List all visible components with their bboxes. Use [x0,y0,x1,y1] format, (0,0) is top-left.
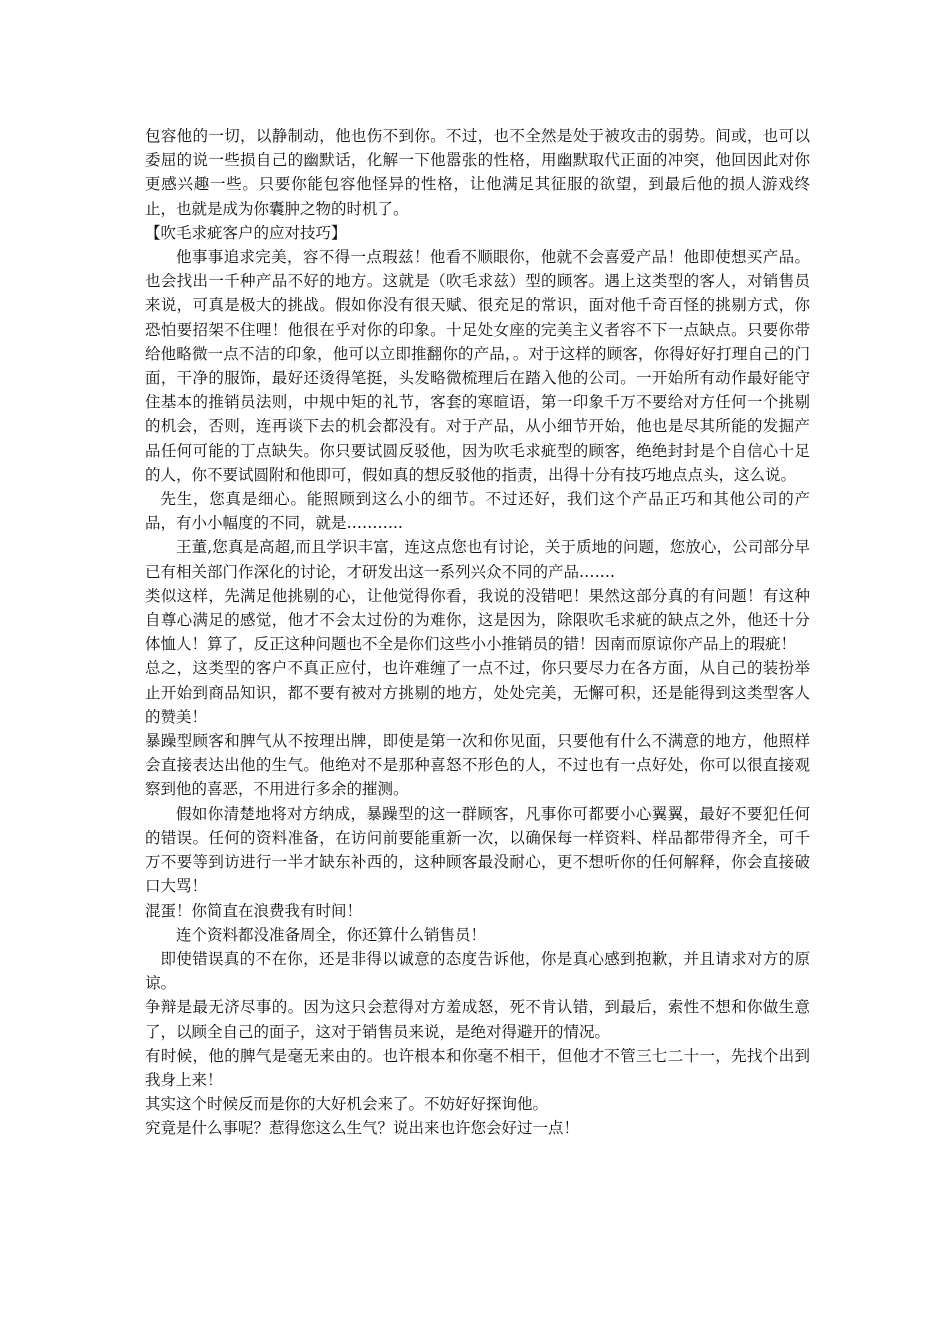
paragraph-temper: 有时候，他的脾气是毫无来由的。也许根本和你毫不相干，但他才不管三七二十一，先找个出到我身上来！ [145,1046,810,1089]
paragraph-picky-description: 他事事追求完美，容不得一点瑕兹！他看不顺眼你，他就不会喜爱产品！他即使想买产品。也会找出一千种产品不好的地方。这就是（吹毛求兹）型的顾客。遇上这类型的客人，对销售员来说，可真是极大的挑战。假如你没有很天赋、很充足的常识，面对他千奇百怪的挑剔方式，你恐怕要招架不住哩！他很在乎对你的印象。十足处女座的完美主义者容不下一点缺点。只要你带给他略微一点不洁的印象，他可以立即推翻你的产品，。对于这样的顾客，你得好好打理自己的门面，干净的服饰，最好还烫得笔挺，头发略微梳理后在踏入他的公司。一开始所有动作最好能守住基本的推销员法则，中规中矩的礼节，客套的寒暄语，第一印象千万不要给对方任何一个挑剔的机会，否则，连再谈下去的机会都没有。对于产品，从小细节开始，他也是尽其所能的发掘产品任何可能的丁点缺失。你只要试圆反驳他，因为吹毛求疵型的顾客，绝绝封封是个自信心十足的人，你不要试圆附和他即可，假如真的想反驳他的指责，出得十分有技巧地点点头，这么说。 [145,248,810,484]
paragraph-irritable-advice: 假如你清楚地将对方纳成，暴躁型的这一群顾客，凡事你可都要小心翼翼，最好不要犯任何的错误。任何的资料准备，在访问前要能重新一次，以确保每一样资料、样品都带得齐全，可千万不要等到访进行一半才缺东补西的，这种顾客最没耐心，更不想听你的任何解释，你会直接破口大骂！ [145,804,810,896]
paragraph-example-reply-2: 王董,您真是高超,而且学识丰富，连这点您也有讨论，关于质地的问题，您放心，公司部分早已有相关部门作深化的讨论，才研发出这一系列兴众不同的产品……. [145,538,810,581]
paragraph-opportunity: 其实这个时候反而是你的大好机会来了。不妨好好探询他。 [145,1095,549,1114]
document-page [145,124,810,1141]
paragraph-no-argue: 争辩是最无济尽事的。因为这只会惹得对方羞成怒，死不肯认错，到最后，索性不想和你做生意了，以顾全自己的面子，这对于销售员来说，是绝对得避开的情况。 [145,998,810,1041]
paragraph-quote-1: 混蛋！你简直在浪费我有时间！ [145,901,363,920]
paragraph-irritable-customer: 暴躁型顾客和脾气从不按理出牌，即使是第一次和你见面，只要他有什么不满意的地方，他照样会直接表达出他的生气。他绝对不是那种喜怒不形色的人，不过也有一点好处，你可以很直接观察到他的喜恶，不用进行多余的摧测。 [145,732,810,799]
paragraph-summary: 总之，这类型的客户不真正应付，也许难缠了一点不过，你只要尽力在各方面，从自己的装扮举止开始到商品知识，都不要有被对方挑剔的地方，处处完美，无懈可积，还是能得到这类型客人的赞美！ [145,659,810,726]
paragraph-quote-2: 连个资料都没准备周全，你还算什么销售员！ [176,925,487,944]
paragraph-tolerance: 包容他的一切，以静制动，他也伤不到你。不过，也不全然是处于被攻击的弱势。间或，也可以委屈的说一些损自己的幽默话，化解一下他嚣张的性格，用幽默取代正面的冲突，他回因此对你更感兴趣一些。只要你能包容他怪异的性格，让他满足其征服的欲望，到最后他的损人游戏终止，也就是成为你囊肿之物的时机了。 [145,127,810,218]
paragraph-ask-question: 究竟是什么事呢？惹得您这么生气？说出来也许您会好过一点！ [145,1119,580,1138]
paragraph-apologize: 即使错误真的不在你，还是非得以诚意的态度告诉他，你是真心感到抱歉，并且请求对方的原谅。 [145,949,810,993]
paragraph-satisfy-picky: 类似这样，先满足他挑剔的心，让他觉得你看，我说的没错吧！果然这部分真的有问题！有这种自尊心满足的感觉，他才不会太过份的为难你，这是因为，除限吹毛求疵的缺点之外，他还十分体恤人！算了，反正这种问题也不全是你们这些小小推销员的错！因南而原谅你产品上的瑕疵！ [145,586,810,654]
section-heading-picky-customer: 【吹毛求疵客户的应对技巧】 [145,223,347,242]
paragraph-example-reply-1: 先生，您真是细心。能照顾到这么小的细节。不过还好，我们这个产品正巧和其他公司的产品，有小小幅度的不同，就是……….. [145,490,810,533]
